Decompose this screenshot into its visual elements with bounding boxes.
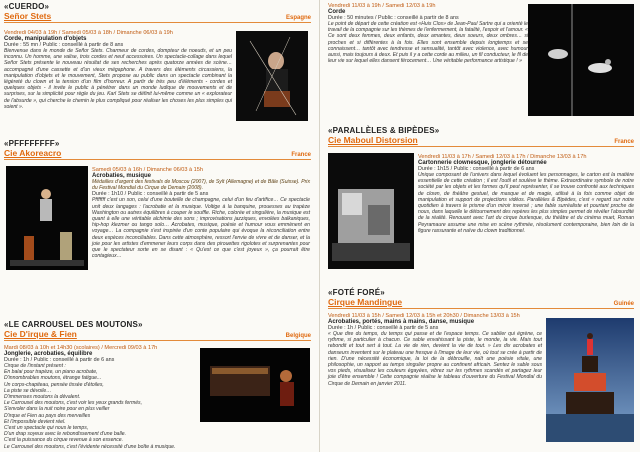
section-carrousel-body [4,344,204,450]
company-name[interactable]: Cirque Mandingue [328,297,403,307]
show-description: Pfffffff c'est un son, celui d'une bouteille de champagne, celui d'un feu d'artifice… Ce spectacle unit deux langages : l'acrobatie et la musique. Voltige à la banquine, prouesses au trapèze Washington ou autres équilibres à couper le souffle. Riche, colorée et singulière, la musique est quant à elle une véritable alchimie des sons ; improvisations jazziques, envolées balkaniques, hip-hop klezmer ou tango solo… Acrobates, musique, poésie et humour vous emmènent en voyage… La compagnie s'est inspirée d'un conte populaire qui évoque la réconciliation entre deux espèces inconciliables. Dans cette atmosphère, ressort l'envie de vivre et de danser, et la joie pour les artistes d'emmener leurs corps dans des pirouettes rigolotes et surprenantes pour que le spectateur sorte en se disant : « Qu'est ce que c'est joyeux », ça pourrait être contagieux… [92,197,310,260]
show-date: Mardi 08/03 à 10h et 14h30 (scolaires) / Mercredi 09/03 à 17h [4,345,158,351]
show-description: Le point de départ de cette création est «Huis Clos» de Jean-Paul Sartre qui a orienté le travail de la compagnie sur les thèmes de l'enfermement, la fatalité, l'espoir et l'amour. « Ce sont deux femmes, deux enfants, deux amantes, deux soeurs, deux ombres… si proches et si différentes à la fois. Elles sont ensemble depuis longtemps et se connaissent… tantôt avec tendresse et sensualité, tantôt avec violence, avec humour aussi, mais toujours à deux. Et puis il y a cette corde au milieu, un fil conducteur, le fil de leur vie sur lequel elles dansent férocement… Une véritable performance artistique ! » [328,21,528,65]
section-pfffff [4,139,311,160]
right-page [320,0,640,452]
poem-line: C'est un spectacle qui nous le temps, [4,425,89,432]
show-duration: Durée : 1h / Public : conseillé à partir de 5 ans [328,325,439,331]
show-photo-carrousel [200,348,310,422]
section-paralleles [328,126,634,147]
section-paralleles-body [418,153,634,234]
show-genre: Corde, manipulation d'objets [4,36,87,42]
country-label: Belgique [285,333,311,339]
poem-line: D'irque et Fien au pays des merveilles [4,412,91,419]
divider [4,159,311,160]
show-date: Vendredi 11/03 à 15h / Samedi 12/03 à 15h et 20h30 / Dimanche 13/03 à 15h [328,313,520,319]
section-corde-body [328,2,528,64]
divider [4,340,311,341]
poem-line: Cirque de l'instant présent : [4,363,66,369]
poem-line: D'innombrables moutons, étrange fatigue... [4,375,102,382]
show-date: Samedi 05/03 à 16h / Dimanche 06/03 à 15h [92,167,204,173]
show-photo-paralleles [328,153,414,269]
poem-line: Et l'impossible devient réel. [4,418,66,425]
poem-line: D'un drap soyeux avec le rebondissement d'une balle. [4,431,127,438]
show-duration: Durée : 1h10 / Public : conseillé à partir de 5 ans [92,191,209,198]
country-label: Espagne [285,15,311,21]
section-cuerdo-body [4,29,232,110]
section-fote-fore-body [328,312,542,387]
show-photo-corde [528,4,634,116]
divider [328,146,634,147]
show-photo-akoreacro [6,166,88,270]
poem-line: Le Carrousel des moutons, c'est voir les yeux grands fermés, [4,400,142,407]
show-photo-cuerdo [236,31,308,121]
show-genre: Corde [328,9,346,15]
show-duration: Durée : 1h15 / Public : conseillé à partir de 6 ans [418,166,535,172]
country-label: France [291,152,311,158]
show-date: Vendredi 11/03 à 19h / Samedi 12/03 à 19h [328,3,436,9]
show-description: « Que dire du temps, du temps qui passe et de l'espace temps. Ce sablier qui égrène, ce rythme, si particulier à chacun. Ce sable envahissant la piste, le monde, la vie. Mais tout rebondit et tout sert à tout. La vie de rien, devient la vie de tout. » Les dix acrobates et danseurs inventent sur le plateau une fresque à l'image de leur vie, où tout se crée à partir de rien. D'une nécessité économique, la loi de la débrouille, naît une poésie vitale, une philosophie, un rapport au temps singulier propre au continent africain. Sentez le sable sous vos pieds, visualisez les couleurs égayées, vibrez sur les rythmes scandés et partagez leur joie d'être ensemble ! Cette compagnie réalise le tableau d'ouverture du Festival Mondial du Cirque de Demain en janvier 2011. [328,331,542,387]
poem-line: C'est la puissance du cirque revenue à son essence. [4,437,124,444]
poem-line: En balai pour trapèze, un piano acrobate, [4,369,98,376]
show-duration: Durée : 1h / Public : conseillé à partir de 6 ans [4,357,115,363]
poem-line: Un corps-chapiteau, pensée tissée d'étoiles, [4,381,104,388]
show-award: Médailles d'argent des festivals de Moscou (2007), de Sylt (Allemagne) et de Bâle (Suisse). Prix du Festival Mondial du Cirque de Demain (2008). [92,179,310,192]
show-title: «FOTÉ FORÉ» [328,288,385,297]
country-label: France [614,139,634,145]
show-description: Unique composant de l'univers dans lequel évoluent les personnages, le carton est la matière essentielle de cette création ; il est l'outil et soulève le thème. Extraordinaire symbole de notre société par les objets et les formes qu'il peut représenter, il se trouve confronté aux techniques de clown, de théâtre gestuel, de masque et de magie, utilisé à la fois comme objet de manipulation et support de projections vidéos. Parallèles & Bipèdes, c'est « regard sur notre quotidien à travers le prisme d'un miroir inversé ; une fable surréaliste et pourtant proche de nous, dans laquelle le détournement des repères les plus simples permet de révéler l'absurdité de la réalité. Renouant avec l'art du cirque burlesque, du théâtre et du cinéma muet, Roman Peyramaure assume une mise en scène rythmée, résolument contemporaine, bien loin de la figure rassurante et naïve du clown traditionnel. [418,172,634,234]
poem-line: D'immenses moutons la dévalent. [4,394,81,401]
show-genre: Cartonnerie clownesque, jonglerie détournée [418,160,547,166]
show-title: «PARALLÈLES & BIPÈDES» [328,126,440,135]
section-fote-fore [328,288,634,309]
country-label: Guinée [613,301,634,307]
section-pfffff-body [92,166,310,259]
section-carrousel [4,320,311,341]
section-cuerdo [4,2,311,23]
company-name[interactable]: Señor Stets [4,11,52,21]
show-date: Vendredi 11/03 à 17h / Samedi 12/03 à 17h / Dimanche 13/03 à 17h [418,154,587,160]
show-title: «CUERDO» [4,2,50,11]
poem-line: S'envoler dans la nuit noire pour en plus veiller [4,406,110,413]
show-duration: Durée : 55 mn / Public : conseillé à partir de 8 ans [4,42,124,48]
company-name[interactable]: Cie Maboul Distorsion [328,135,418,145]
show-poem [4,363,204,450]
company-name[interactable]: Cie Akoreacro [4,148,62,158]
show-genre: Acrobaties, musique [92,173,152,179]
poem-line: Le Carrousel des moutons, c'est l'évidente nécessité d'une boîte à musique. [4,443,176,450]
show-duration: Durée : 50 minutes / Public : conseillé à partir de 8 ans [328,15,459,21]
show-title: «LE CARROUSEL DES MOUTONS» [4,320,143,329]
show-title: «PFFFFFFFF» [4,139,60,148]
divider [328,308,634,309]
company-name[interactable]: Cie D'irque & Fien [4,329,77,339]
show-description: Bienvenue dans le monde de Señor Stets. Charmeur de cordes, dompteur de noeuds, et un peu inconnu. Un homme, une valise, trois cordes et neuf accessoires. Un spectacle-collage dans lequel Señor Stets présente le nouveau résultat de ses recherches après quatorze années de scène… accompagné d'une cassette et d'un vieux mégaphone. A travers des éléments circassiens, la manipulation d'objets et le mouvement, Stets propose au public dans un spectacle combinant la légèreté du clown et la tension d'un film d'horreur. A partir de très peu d'éléments - cordes et quelques objets - il invite le public à pénétrer dans un monde ludique de mouvements et de surprises, sur la simplicité pour règle du jeu. Karl Stets se définit lui-même comme un « explorateur de l'absurde », qui cherche le chemin le plus compliqué pour réaliser les choses les plus simples qui soient ». [4,48,232,110]
divider [4,22,311,23]
show-date: Vendredi 04/03 à 19h / Samedi 05/03 à 18h / Dimanche 06/03 à 19h [4,30,173,36]
show-genre: Acrobaties, portés, mains à mains, danse, musique [328,319,475,325]
poem-line: La piste se dévoile… [4,387,52,394]
show-genre: Jonglerie, acrobaties, équilibre [4,351,93,357]
show-photo-fote-fore [546,318,634,442]
